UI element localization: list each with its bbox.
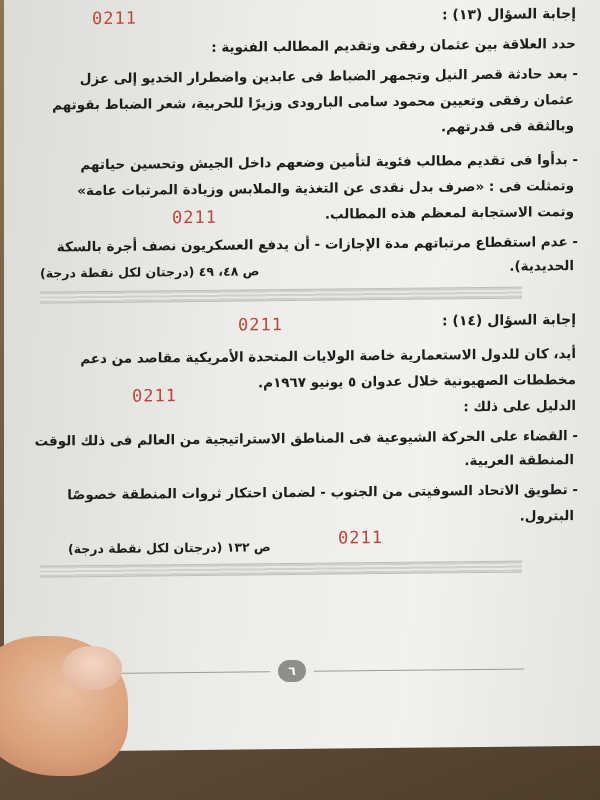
q14-line-2: مخططات الصهيونية خلال عدوان ٥ يونيو ١٩٦٧م. — [258, 372, 576, 392]
q14-stamp-3: 0211 — [338, 528, 383, 549]
q13-stamp: 0211 — [92, 8, 137, 30]
footer-rule-right — [314, 669, 524, 672]
q14-reference: ص ١٣٢ (درجتان لكل نقطة درجة) — [68, 539, 271, 557]
q13-line-4: - بدأوا فى تقديم مطالب فئوية لتأمين وضعهم داخل الجيش وتحسين حياتهم — [80, 151, 578, 174]
q13-line-7: - عدم استقطاع مرتباتهم مدة الإجازات - أن يدفع العسكريون نصف أجرة بالسكة — [56, 233, 578, 256]
q14-point-1-cont: المنطقة العربية. — [464, 452, 574, 470]
q13-heading: إجابة السؤال (١٣) : — [441, 6, 576, 24]
q13-line-6: وتمت الاستجابة لمعظم هذه المطالب. — [324, 204, 574, 223]
q13-intro: حدد العلاقة بين عثمان رفقى وتقديم المطالب الفنوية : — [211, 36, 576, 56]
section-divider-2 — [40, 561, 522, 578]
thumbnail-nail — [62, 646, 122, 690]
q13-stamp-2: 0211 — [172, 207, 217, 229]
q14-heading: إجابة السؤال (١٤) : — [441, 312, 576, 330]
q14-point-2-cont: البترول. — [519, 508, 574, 525]
q14-line-1: أيد، كان للدول الاستعمارية خاصة الولايات المتحدة الأمريكية مقاصد من دعم — [80, 346, 576, 368]
q13-line-3: وبالثقة فى قدرتهم. — [440, 118, 574, 136]
q13-line-5: وتمثلت فى : «صرف بدل نقدى عن التغذية والملابس وزيادة المرتبات عامة» — [77, 178, 574, 200]
q13-line-8: الحديدية). — [509, 258, 574, 275]
page-number: ٦ — [278, 660, 306, 682]
q13-line-2: عثمان رفقى وتعيين محمود سامى البارودى وزيرًا للحربية، شعر الضباط بقوتهم — [52, 92, 574, 114]
q14-stamp-2: 0211 — [132, 386, 177, 407]
q14-point-2: - تطويق الاتحاد السوفيتى من الجنوب - لضمان احتكار ثروات المنطقة خصوصًا — [67, 481, 578, 504]
section-divider — [40, 287, 522, 304]
q13-line-1: - بعد حادثة قصر النيل وتجمهر الضباط فى عابدين واضطرار الخديو إلى عزل — [79, 65, 578, 88]
q13-reference: ص ٤٨، ٤٩ (درجتان لكل نقطة درجة) — [40, 263, 260, 281]
document-page — [4, 0, 600, 752]
q14-evidence-label: الدليل على ذلك : — [463, 398, 576, 416]
q14-stamp: 0211 — [238, 315, 283, 336]
q14-point-1: - القضاء على الحركة الشيوعية فى المناطق الاستراتيجية من العالم فى ذلك الوقت — [34, 427, 578, 450]
